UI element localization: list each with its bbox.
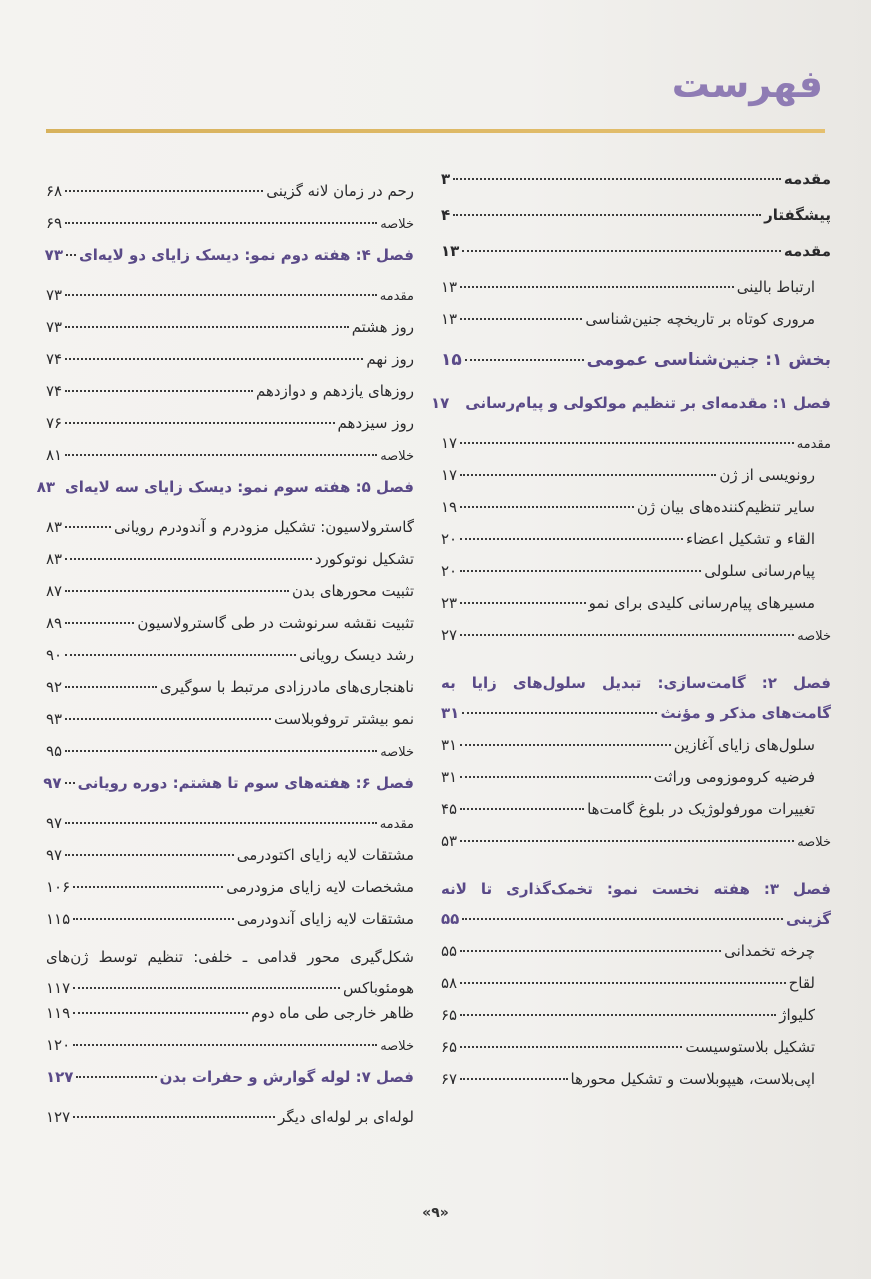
toc-entry[interactable]: روزهای یازدهم و دوازدهم ۷۴ [46,382,414,400]
page-title: فهرست [671,62,823,106]
toc-entry[interactable]: سایر تنظیم‌کننده‌های بیان ژن ۱۹ [441,498,815,516]
toc-entry[interactable]: چرخه تخمدانی ۵۵ [441,942,815,960]
toc-entry[interactable]: روز سیزدهم ۷۶ [46,414,414,432]
toc-entry[interactable]: ظاهر خارجی طی ماه دوم ۱۱۹ [46,1004,414,1022]
toc-entry[interactable]: تشکیل نوتوکورد ۸۳ [46,550,414,568]
toc-entry[interactable]: خلاصه ۹۵ [46,742,414,760]
toc-entry[interactable]: مسیرهای پیام‌رسانی کلیدی برای نمو ۲۳ [441,594,815,612]
toc-entry[interactable]: خلاصه ۵۳ [441,832,831,850]
toc-entry[interactable]: سلول‌های زایای آغازین ۳۱ [441,736,815,754]
toc-entry[interactable]: تشکیل بلاستوسیست ۶۵ [441,1038,815,1056]
toc-entry[interactable]: مقدمه ۹۷ [46,814,414,832]
toc-part-heading[interactable]: بخش ۱: جنین‌شناسی عمومی ۱۵ [441,350,831,370]
toc-chapter-heading[interactable]: فصل ۱: مقدمه‌ای بر تنظیم مولکولی و پیام‌رسانی ۱۷ [430,394,831,412]
toc-entry[interactable]: مقدمه ۱۳ [441,242,831,260]
toc-entry[interactable]: نمو بیشتر تروفوبلاست ۹۳ [46,710,414,728]
toc-entry[interactable]: لوله‌ای بر لوله‌ای دیگر ۱۲۷ [46,1108,414,1126]
toc-entry[interactable]: ارتباط بالینی ۱۳ [441,278,815,296]
toc-entry[interactable]: مشتقات لایه زایای اکتودرمی ۹۷ [46,846,414,864]
toc-entry[interactable]: تثبیت محورهای بدن ۸۷ [46,582,414,600]
page-number: «۹» [422,1205,449,1221]
toc-entry[interactable]: خلاصه ۲۷ [441,626,831,644]
title-divider [46,129,825,133]
toc-entry[interactable]: پیشگفتار ۴ [441,206,831,224]
toc-entry[interactable]: تغییرات مورفولوژیک در بلوغ گامت‌ها ۴۵ [441,800,815,818]
toc-right-column [430,170,831,1102]
toc-chapter-heading[interactable]: فصل ۷: لوله گوارش و حفرات بدن ۱۲۷ [46,1068,414,1086]
toc-entry[interactable]: رحم در زمان لانه گزینی ۶۸ [46,182,414,200]
toc-entry[interactable]: القاء و تشکیل اعضاء ۲۰ [441,530,815,548]
toc-entry[interactable]: خلاصه ۸۱ [46,446,414,464]
toc-entry[interactable]: مقدمه ۱۷ [441,434,831,452]
toc-entry[interactable]: تثبیت نقشه سرنوشت در طی گاسترولاسیون ۸۹ [46,614,414,632]
toc-entry[interactable]: رونویسی از ژن ۱۷ [441,466,815,484]
toc-chapter-heading[interactable]: فصل ۳: هفته نخست نمو: تخمک‌گذاری تا لانه گزینی ۵۵ [441,880,831,928]
toc-entry[interactable]: مشخصات لایه زایای مزودرمی ۱۰۶ [46,878,414,896]
toc-entry[interactable]: مروری کوتاه بر تاریخچه جنین‌شناسی ۱۳ [441,310,815,328]
toc-chapter-heading[interactable]: فصل ۶: هفته‌های سوم تا هشتم: دوره رویانی ۹۷ [43,774,414,792]
toc-entry[interactable]: اپی‌بلاست، هیپوبلاست و تشکیل محورها ۶۷ [441,1070,815,1088]
toc-entry[interactable]: کلیواژ ۶۵ [441,1006,815,1024]
toc-entry[interactable]: روز هشتم ۷۳ [46,318,414,336]
toc-entry[interactable]: خلاصه ۶۹ [46,214,414,232]
toc-chapter-heading[interactable]: فصل ۴: هفته دوم نمو: دیسک زایای دو لایه‌ای ۷۳ [44,246,414,264]
toc-entry[interactable]: رشد دیسک رویانی ۹۰ [46,646,414,664]
toc-entry[interactable]: لقاح ۵۸ [441,974,815,992]
toc-entry[interactable]: شکل‌گیری محور قدامی ـ خلفی: تنظیم توسط ژن‌های هومئوباکس ۱۱۷ [46,948,414,997]
toc-left-column [36,182,414,1140]
toc-entry[interactable]: روز نهم ۷۴ [46,350,414,368]
toc-chapter-heading[interactable]: فصل ۲: گامت‌سازی: تبدیل سلول‌های زایا به گامت‌های مذکر و مؤنث ۳۱ [441,674,831,722]
toc-entry[interactable]: مقدمه ۷۳ [46,286,414,304]
toc-entry[interactable]: مقدمه ۳ [441,170,831,188]
toc-entry[interactable]: پیام‌رسانی سلولی ۲۰ [441,562,815,580]
toc-chapter-heading[interactable]: فصل ۵: هفته سوم نمو: دیسک زایای سه لایه‌ای ۸۳ [36,478,414,496]
toc-entry[interactable]: خلاصه ۱۲۰ [46,1036,414,1054]
toc-entry[interactable]: مشتقات لایه زایای آندودرمی ۱۱۵ [46,910,414,928]
toc-entry[interactable]: فرضیه کروموزومی وراثت ۳۱ [441,768,815,786]
toc-entry[interactable]: گاسترولاسیون: تشکیل مزودرم و آندودرم رویانی ۸۳ [46,518,414,536]
toc-entry[interactable]: ناهنجاری‌های مادرزادی مرتبط با سوگیری ۹۲ [46,678,414,696]
